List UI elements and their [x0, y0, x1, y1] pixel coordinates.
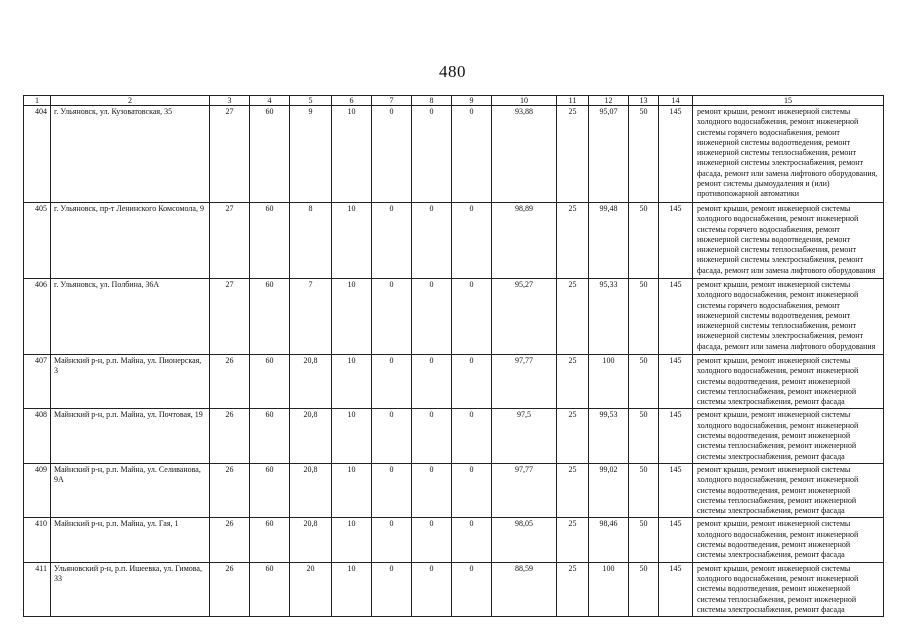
col5-cell: 20 [290, 562, 332, 616]
col-header: 3 [210, 96, 250, 106]
col7-cell: 0 [372, 106, 412, 203]
row-number: 410 [24, 518, 51, 562]
col-header: 15 [693, 96, 884, 106]
col-header: 5 [290, 96, 332, 106]
col3-cell: 27 [210, 279, 250, 355]
address-cell: Ульяновский р-н, р.п. Ишеевка, ул. Гимова, 33 [51, 562, 210, 616]
row-number: 407 [24, 355, 51, 409]
col10-cell: 98,05 [492, 518, 557, 562]
col7-cell: 0 [372, 203, 412, 279]
row-number: 406 [24, 279, 51, 355]
col10-cell: 98,89 [492, 203, 557, 279]
col3-cell: 26 [210, 518, 250, 562]
col11-cell: 25 [557, 203, 589, 279]
address-cell: г. Ульяновск, ул. Кузоватовская, 35 [51, 106, 210, 203]
row-number: 409 [24, 463, 51, 517]
col4-cell: 60 [250, 409, 290, 463]
col13-cell: 50 [629, 518, 659, 562]
address-cell: Майнский р-н, р.п. Майна, ул. Гая, 1 [51, 518, 210, 562]
col4-cell: 60 [250, 562, 290, 616]
col8-cell: 0 [412, 279, 452, 355]
works-list-cell: ремонт крыши, ремонт инженерной системы холодного водоснабжения, ремонт инженерной системы водоотведения, ремонт инженерной системы теплоснабжения, ремонт инженерной системы электроснабжения, ремонт фасада [693, 409, 884, 463]
col-header: 10 [492, 96, 557, 106]
col6-cell: 10 [332, 355, 372, 409]
col13-cell: 50 [629, 279, 659, 355]
col7-cell: 0 [372, 279, 412, 355]
col13-cell: 50 [629, 355, 659, 409]
col12-cell: 100 [589, 562, 629, 616]
col14-cell: 145 [659, 279, 693, 355]
col11-cell: 25 [557, 279, 589, 355]
col8-cell: 0 [412, 463, 452, 517]
works-list-cell: ремонт крыши, ремонт инженерной системы холодного водоснабжения, ремонт инженерной системы водоотведения, ремонт инженерной системы теплоснабжения, ремонт инженерной системы электроснабжения, ремонт фасада [693, 562, 884, 616]
col8-cell: 0 [412, 203, 452, 279]
col10-cell: 95,27 [492, 279, 557, 355]
table-row [24, 463, 884, 517]
col10-cell: 93,88 [492, 106, 557, 203]
col4-cell: 60 [250, 518, 290, 562]
table-row [24, 518, 884, 562]
col5-cell: 8 [290, 203, 332, 279]
col6-cell: 10 [332, 203, 372, 279]
col-header: 9 [452, 96, 492, 106]
col8-cell: 0 [412, 562, 452, 616]
table-row [24, 106, 884, 203]
col10-cell: 97,77 [492, 463, 557, 517]
col7-cell: 0 [372, 562, 412, 616]
col12-cell: 99,53 [589, 409, 629, 463]
works-list-cell: ремонт крыши, ремонт инженерной системы холодного водоснабжения, ремонт инженерной системы горячего водоснабжения, ремонт инженерной системы водоотведения, ремонт инженерной системы теплоснабжения, ремонт инженерной системы электроснабжения, ремонт фасада, ремонт или замена лифтового оборудования, ремонт системы дымоудаления и (или) противопожарной автоматики [693, 106, 884, 203]
col11-cell: 25 [557, 355, 589, 409]
col8-cell: 0 [412, 106, 452, 203]
col9-cell: 0 [452, 279, 492, 355]
col11-cell: 25 [557, 562, 589, 616]
address-cell: г. Ульяновск, пр-т Ленинского Комсомола, 9 [51, 203, 210, 279]
col10-cell: 97,77 [492, 355, 557, 409]
col9-cell: 0 [452, 203, 492, 279]
col11-cell: 25 [557, 463, 589, 517]
col14-cell: 145 [659, 562, 693, 616]
col3-cell: 27 [210, 106, 250, 203]
col4-cell: 60 [250, 106, 290, 203]
col13-cell: 50 [629, 203, 659, 279]
col9-cell: 0 [452, 463, 492, 517]
works-list-cell: ремонт крыши, ремонт инженерной системы холодного водоснабжения, ремонт инженерной системы водоотведения, ремонт инженерной системы электроснабжения, ремонт фасада [693, 518, 884, 562]
address-cell: Майнский р-н, р.п. Майна, ул. Селиванова, 9А [51, 463, 210, 517]
col5-cell: 20,8 [290, 518, 332, 562]
col-header: 11 [557, 96, 589, 106]
address-cell: г. Ульяновск, ул. Полбина, 36А [51, 279, 210, 355]
col-header: 6 [332, 96, 372, 106]
works-list-cell: ремонт крыши, ремонт инженерной системы холодного водоснабжения, ремонт инженерной системы горячего водоснабжения, ремонт инженерной системы водоотведения, ремонт инженерной системы теплоснабжения, ремонт инженерной системы электроснабжения, ремонт фасада, ремонт или замена лифтового оборудования [693, 279, 884, 355]
works-list-cell: ремонт крыши, ремонт инженерной системы холодного водоснабжения, ремонт инженерной системы водоотведения, ремонт инженерной системы теплоснабжения, ремонт инженерной системы электроснабжения, ремонт фасада [693, 463, 884, 517]
col-header: 7 [372, 96, 412, 106]
col14-cell: 145 [659, 106, 693, 203]
col5-cell: 20,8 [290, 355, 332, 409]
works-list-cell: ремонт крыши, ремонт инженерной системы холодного водоснабжения, ремонт инженерной системы горячего водоснабжения, ремонт инженерной системы водоотведения, ремонт инженерной системы теплоснабжения, ремонт инженерной системы электроснабжения, ремонт фасада, ремонт или замена лифтового оборудования [693, 203, 884, 279]
table-row [24, 562, 884, 616]
col13-cell: 50 [629, 106, 659, 203]
row-number: 405 [24, 203, 51, 279]
table-body [24, 96, 884, 617]
col3-cell: 26 [210, 562, 250, 616]
col6-cell: 10 [332, 106, 372, 203]
col6-cell: 10 [332, 562, 372, 616]
col9-cell: 0 [452, 355, 492, 409]
col10-cell: 97,5 [492, 409, 557, 463]
col4-cell: 60 [250, 203, 290, 279]
col-header: 8 [412, 96, 452, 106]
col11-cell: 25 [557, 409, 589, 463]
col5-cell: 9 [290, 106, 332, 203]
col9-cell: 0 [452, 106, 492, 203]
col4-cell: 60 [250, 355, 290, 409]
col14-cell: 145 [659, 463, 693, 517]
row-number: 404 [24, 106, 51, 203]
col3-cell: 26 [210, 463, 250, 517]
col5-cell: 20,8 [290, 409, 332, 463]
col-header: 2 [51, 96, 210, 106]
col13-cell: 50 [629, 463, 659, 517]
col12-cell: 95,07 [589, 106, 629, 203]
col6-cell: 10 [332, 409, 372, 463]
table-row [24, 203, 884, 279]
table-row [24, 279, 884, 355]
col5-cell: 7 [290, 279, 332, 355]
table-row [24, 409, 884, 463]
col12-cell: 99,48 [589, 203, 629, 279]
works-list-cell: ремонт крыши, ремонт инженерной системы холодного водоснабжения, ремонт инженерной системы водоотведения, ремонт инженерной системы теплоснабжения, ремонт инженерной системы электроснабжения, ремонт фасада [693, 355, 884, 409]
scan-artifact: · [20, 606, 23, 614]
row-number: 408 [24, 409, 51, 463]
col5-cell: 20,8 [290, 463, 332, 517]
col14-cell: 145 [659, 518, 693, 562]
col14-cell: 145 [659, 355, 693, 409]
col7-cell: 0 [372, 463, 412, 517]
col6-cell: 10 [332, 463, 372, 517]
col-header: 14 [659, 96, 693, 106]
table-row [24, 355, 884, 409]
repair-schedule-table [23, 95, 884, 617]
col13-cell: 50 [629, 409, 659, 463]
col3-cell: 26 [210, 409, 250, 463]
col8-cell: 0 [412, 355, 452, 409]
col12-cell: 99,02 [589, 463, 629, 517]
address-cell: Майнский р-н, р.п. Майна, ул. Почтовая, 19 [51, 409, 210, 463]
col3-cell: 27 [210, 203, 250, 279]
repair-schedule-table-wrap [23, 95, 883, 617]
row-number: 411 [24, 562, 51, 616]
col11-cell: 25 [557, 518, 589, 562]
address-cell: Майнский р-н, р.п. Майна, ул. Пионерская, 3 [51, 355, 210, 409]
col6-cell: 10 [332, 518, 372, 562]
col8-cell: 0 [412, 409, 452, 463]
col-header: 13 [629, 96, 659, 106]
col11-cell: 25 [557, 106, 589, 203]
col13-cell: 50 [629, 562, 659, 616]
col-header: 4 [250, 96, 290, 106]
col14-cell: 145 [659, 409, 693, 463]
col12-cell: 100 [589, 355, 629, 409]
col12-cell: 98,46 [589, 518, 629, 562]
page-number: 480 [439, 62, 466, 81]
col-header: 12 [589, 96, 629, 106]
col9-cell: 0 [452, 518, 492, 562]
header-row [24, 96, 884, 106]
col4-cell: 60 [250, 279, 290, 355]
col14-cell: 145 [659, 203, 693, 279]
col7-cell: 0 [372, 518, 412, 562]
col7-cell: 0 [372, 355, 412, 409]
col6-cell: 10 [332, 279, 372, 355]
col3-cell: 26 [210, 355, 250, 409]
col-header: 1 [24, 96, 51, 106]
col10-cell: 88,59 [492, 562, 557, 616]
col9-cell: 0 [452, 562, 492, 616]
col7-cell: 0 [372, 409, 412, 463]
col12-cell: 95,33 [589, 279, 629, 355]
col8-cell: 0 [412, 518, 452, 562]
col9-cell: 0 [452, 409, 492, 463]
col4-cell: 60 [250, 463, 290, 517]
